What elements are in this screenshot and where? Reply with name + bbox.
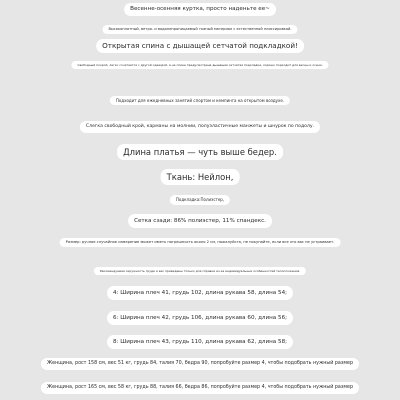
model-fit-example-1: Женщина, рост 158 см, вес 51 кг, грудь 84, талия 70, бедра 90, попробуйте размер 4, чтобы подобрать нужный размер (41, 358, 359, 370)
lining-polyester-line: Подкладка:Полиэстер, (170, 195, 230, 205)
size-row-6: 6: Ширина плеч 42, грудь 106, длина рукава 60, длина 56; (107, 311, 293, 325)
cut-pockets-cuffs-line: Слегка свободный крой, карманы на молнии, полуэластичные манжеты и шнурок по подолу. (80, 121, 320, 133)
model-fit-example-2: Женщина, рост 165 см, вес 58 кг, грудь 88, талия 66, бедра 86, попробуйте размер 4, чтобы подобрать нужный размер (41, 382, 359, 394)
open-back-mesh-heading: Открытая спина с дышащей сетчатой подкладкой! (96, 39, 304, 53)
fabric-description-line: Высокоплотный, ветро- и водонепроницаемый тканый материал с естественной плиссировкой. (102, 25, 297, 34)
length-above-hips-line: Длина платья — чуть выше бедер. (117, 144, 283, 160)
headline-spring-autumn-jacket: Весенне-осенняя куртка, просто наденьте ее~ (124, 3, 276, 16)
loose-fit-description-line: Свободный покрой, легко сочетается с другой одеждой, а на спине предусмотрена дышащая сетчатая подкладка, хорошо подходит для весны и осени. (71, 61, 328, 69)
back-mesh-composition-line: Сетка сзади: 86% полиэстер, 11% спандекс. (128, 214, 272, 228)
size-row-4: 4: Ширина плеч 41, грудь 102, длина рукава 58, длина 54; (107, 286, 293, 300)
recommendation-reference-note: Рекомендуемая окружность груди и вес приведены только для справки из-за индивидуальных особенностей телосложения. (94, 267, 306, 275)
sports-camping-line: Подходит для ежедневных занятий спортом и кемпинга на открытом воздухе. (110, 96, 290, 105)
size-row-8: 8: Ширина плеч 43, грудь 110, длина рукава 62, длина 58; (107, 335, 293, 349)
fabric-nylon-line: Ткань: Нейлон, (161, 169, 240, 185)
measurement-error-note: Размер: ручное случайное измерение может иметь погрешность около 2 см, пожалуйста, не покупайте, если все это вас не устраивает. (60, 238, 341, 247)
